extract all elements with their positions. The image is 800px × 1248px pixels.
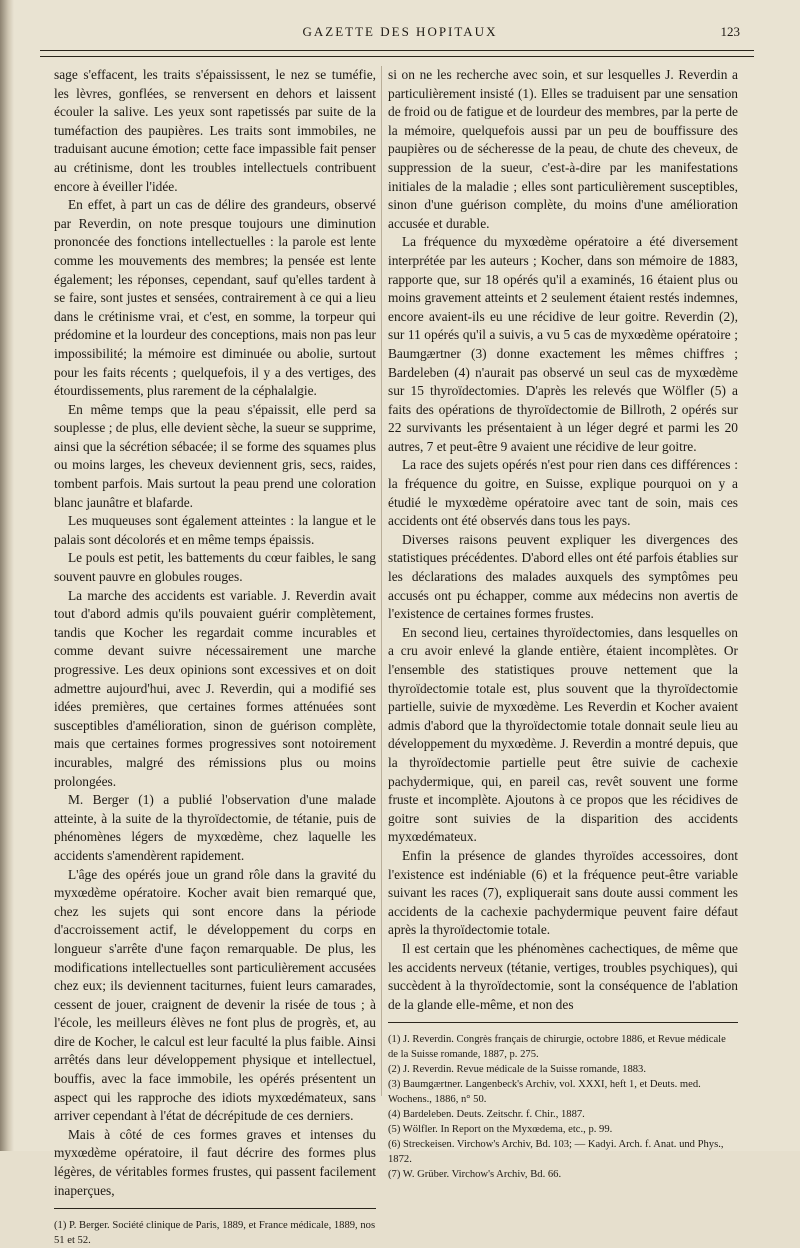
right-column [388,66,738,1182]
footnote: (6) Streckeisen. Virchow's Archiv, Bd. 103; — Kadyi. Arch. f. Anat. und Phys., 1872. [388,1139,724,1166]
footnote: (1) J. Reverdin. Congrès français de chirurgie, octobre 1886, et Revue médicale de la Suisse romande, 1887, p. 275. [388,1034,726,1061]
header-rule-double [40,56,754,57]
column-divider [381,66,382,1096]
footnote-separator [54,1208,376,1209]
footnote: (4) Bardeleben. Deuts. Zeitschr. f. Chir., 1887. [388,1109,585,1121]
paragraph: En effet, à part un cas de délire des grandeurs, observé par Reverdin, on note presque toujours une diminution prononcée des fonctions intellectuelles : la parole est lente comme les mouvements des membres; la pensée est lente également; les réponses, cependant, sauf qu'elles tardent à se faire, sont justes et sensées, contrairement à ce qui a lieu dans le crétinisme vrai, et c'est, en somme, la torpeur qui prédomine et la lourdeur des conceptions, mais non pas leur impossibilité; la mémoire est diminuée ou abolie, surtout pour les faits récents ; quelquefois, il y a des vertiges, des étourdissements, plus rarement de la céphalalgie. [54,197,376,399]
paragraph: M. Berger (1) a publié l'observation d'une malade atteinte, à la suite de la thyroïdectomie, de tétanie, puis de phénomènes légers de myxœdème, chez laquelle les accidents s'amendèrent rapidement. [54,792,376,863]
paragraph: La fréquence du myxœdème opératoire a été diversement interprétée par les auteurs ; Kocher, dans son mémoire de 1883, rapporte que, sur 18 opérés qu'il a examinés, 16 étaient plus ou moins gravement atteints et 2 seulement étaient restés indemnes, encore avaient-ils eu une récidive de leur goitre. Reverdin (2), sur 11 opérés qu'il a suivis, a vu 5 cas de myxœdème opératoire ; Baumgærtner (3) donne exactement les mêmes chiffres ; Bardeleben (4) n'aurait pas observé un seul cas de myxœdème sur 15 thyroïdectomies. D'après les relevés que Wölfler (5) a faits des opérations de thyroïdectomie de Billroth, 2 opérés sur 22 survivants les présentaient à un léger degré et parmi les 20 autres, 7 et peut-être 9 avaient une récidive de leur goitre. [388,234,738,454]
footnotes [54,1218,376,1248]
left-column [54,66,376,1248]
paragraph: En même temps que la peau s'épaissit, elle perd sa souplesse ; de plus, elle devient sèche, la sueur se supprime, ainsi que la sécrétion sébacée; il se forme des squames plus ou moins larges, les cheveux deviennent gris, secs, raides, tombent parfois. Mais surtout la peau prend une coloration blanc jaunâtre et blafarde. [54,401,376,510]
paragraph: Les muqueuses sont également atteintes : la langue et le palais sont décolorés et en même temps épaissis. [54,513,376,547]
footnote-separator [388,1022,738,1023]
footnote: (1) P. Berger. Société clinique de Paris, 1889, et France médicale, 1889, nos 51 et 52. [54,1220,376,1247]
paragraph: La race des sujets opérés n'est pour rien dans ces différences : la fréquence du goitre, en Suisse, explique pourquoi on y a étudié le myxœdème opératoire avec tant de soin, mais ces accidents ont été observés dans tous les pays. [388,457,738,529]
page-number: 123 [720,24,740,39]
paragraph: En second lieu, certaines thyroïdectomies, dans lesquelles on a cru avoir enlevé la glande entière, étaient incomplètes. Or l'ensemble des statistiques prouve nettement que la thyroïdectomie totale est, plus souvent que la thyroïdectomie partielle, suivie de myxœdème. Les Reverdin et Kocher avaient admis d'abord que la thyroïdectomie totale donnait seule lieu au développement du myxœdème. J. Reverdin a montré depuis, que la thyroïdectomie partielle peut être suivie de cachexie pachydermique, qui, en pareil cas, revêt souvent une forme fruste et incomplète. Ajoutons à ce propos que les récidives de goitre sont suivies de la disparition des accidents myxœdémateux. [388,624,738,845]
footnote: (3) Baumgærtner. Langenbeck's Archiv, vol. XXXI, heft 1, et Deuts. med. Wochens., 1886, n° 50. [388,1079,701,1106]
binding-shadow [0,0,14,1151]
footnotes [388,1032,738,1182]
paragraph: La marche des accidents est variable. J. Reverdin avait tout d'abord admis qu'ils pouvaient guérir complètement, tandis que Kocher les regardait comme incurables et comme devant suivre nécessairement une marche progressive. Les deux opinions sont excessives et on doit admettre aujourd'hui, avec J. Reverdin, qui a modifié ses idées premières, que certaines formes atténuées sont susceptibles d'amélioration, sinon de guérison complète, mais que certaines formes progressives sont notoirement incurables, malgré des rémissions plus ou moins prolongées. [54,587,376,789]
paragraph: Diverses raisons peuvent expliquer les divergences des statistiques précédentes. D'abord elles ont été parfois établies sur les déclarations des malades auxquels des symptômes peu accusés ont pu échapper, comme aux médecins non avertis de l'existence de certaines formes frustes. [388,531,738,622]
running-head: GAZETTE DES HOPITAUX [302,24,498,39]
paragraph: L'âge des opérés joue un grand rôle dans la gravité du myxœdème opératoire. Kocher avait bien remarqué que, chez les sujets qui sont encore dans la période d'accroissement actif, le développement du corps en longueur s'arrête d'une façon remarquable. De plus, les modifications intellectuelles sont particulièrement accusées chez eux; ils deviennent taciturnes, fuient leurs camarades, cessent de jouer, craignent de devenir la risée de tous ; à l'école, les meilleurs élèves ne font plus de progrès, et, au dire de Kocher, le calcul est leur faculté la plus faible. Ainsi arrêtés dans leur développement physique et intellectuel, bouffis, avec la face immobile, les opérés présentent un aspect qui les rapproche des idiots myxœdémateux, sans arriver cependant à l'état de décrépitude de ces derniers. [54,866,376,1124]
paragraph: si on ne les recherche avec soin, et sur lesquelles J. Reverdin a particulièrement insisté (1). Elles se traduisent par une sensation de froid ou de fatigue et de lourdeur des membres, par la perte de la mémoire, quelquefois aussi par un peu de bouffissure des paupières ou de sécheresse de la peau, de chute des cheveux, de suppression de la sueur, c'est-à-dire par les manifestations initiales de la maladie ; elles sont particulièrement susceptibles, sinon d'une guérison complète, du moins d'une amélioration accusée et durable. [388,67,738,231]
paragraph: Mais à côté de ces formes graves et intenses du myxœdème opératoire, il faut décrire des formes plus légères, de véritables formes frustes, qui passent facilement inaperçues, [54,1126,376,1198]
footnote: (2) J. Reverdin. Revue médicale de la Suisse romande, 1883. [388,1064,647,1076]
footnote: (5) Wölfler. In Report on the Myxœdema, etc., p. 99. [388,1124,613,1136]
paragraph: Enfin la présence de glandes thyroïdes accessoires, dont l'existence est indéniable (6) et la fréquence peut-être variable suivant les races (7), expliquerait sans doute aussi comment les accidents de la cachexie pachydermique peuvent faire défaut après la thyroïdectomie totale. [388,847,738,938]
header-rule [40,50,754,51]
paragraph: sage s'effacent, les traits s'épaississent, le nez se tuméfie, les lèvres, gonflées, se renversent en dehors et laissent écouler la salive. Les yeux sont rapetissés par suite de la tuméfaction des paupières. Les traits sont immobiles, ne traduisant aucune émotion; cette face impassible fait penser au crétinisme, dont les troubles intellectuels contribuent encore à éveiller l'idée. [54,67,376,194]
paragraph: Il est certain que les phénomènes cachectiques, de même que les accidents nerveux (tétanie, vertiges, troubles psychiques), qui succèdent à la thyroïdectomie, sont la conséquence de l'ablation de la glande elle-même, et non des [388,940,738,1012]
footnote: (7) W. Grüber. Virchow's Archiv, Bd. 66. [388,1169,562,1181]
paragraph: Le pouls est petit, les battements du cœur faibles, le sang souvent pauvre en globules rouges. [54,550,376,585]
